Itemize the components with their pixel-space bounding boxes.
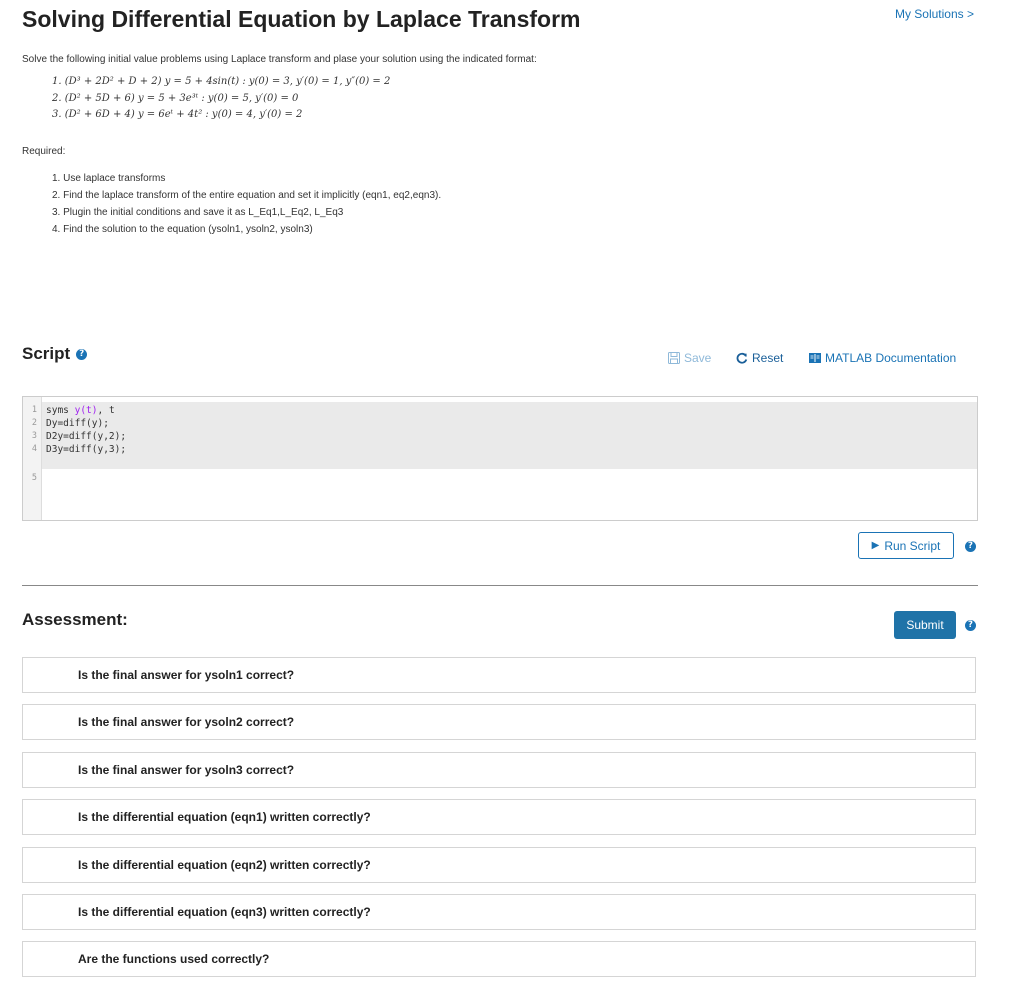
code-line[interactable]: [23, 430, 977, 443]
line-number: 1: [31, 405, 37, 415]
assessment-heading: Assessment:: [22, 610, 128, 629]
assessment-item[interactable]: Is the final answer for ysoln3 correct?: [22, 752, 976, 788]
run-script-button[interactable]: [858, 532, 954, 559]
assessment-item[interactable]: Is the differential equation (eqn2) written correctly?: [22, 847, 976, 883]
requirement-item: 2. Find the laplace transform of the entire equation and set it implicitly (eqn1, eq2,eqn3).: [52, 190, 442, 201]
reset-button[interactable]: [736, 351, 783, 365]
save-icon: [668, 352, 680, 364]
line-number: 3: [31, 431, 37, 441]
code-line[interactable]: [23, 417, 977, 430]
save-button[interactable]: [668, 351, 711, 365]
matlab-documentation-label: MATLAB Documentation: [825, 351, 957, 365]
line-number: 2: [31, 418, 37, 428]
code-line[interactable]: [23, 404, 977, 417]
requirement-item: 4. Find the solution to the equation (ysoln1, ysoln2, ysoln3): [52, 224, 313, 235]
book-icon: [809, 353, 821, 363]
assessment-item[interactable]: Is the final answer for ysoln2 correct?: [22, 704, 976, 740]
section-divider: [22, 585, 978, 586]
help-icon[interactable]: ?: [965, 620, 976, 631]
code-text: Dy=diff(y);: [46, 418, 109, 429]
reset-label: Reset: [752, 351, 784, 365]
assessment-item[interactable]: Is the differential equation (eqn3) written correctly?: [22, 894, 976, 930]
help-icon[interactable]: ?: [76, 349, 87, 360]
line-number: 4: [31, 444, 37, 454]
equation-item: 1. (D³ + 2D² + D + 2) y = 5 + 4sin(t) : y(0) = 3, y′(0) = 1, y″(0) = 2: [52, 76, 391, 87]
code-text: D2y=diff(y,2);: [46, 431, 127, 442]
submit-button[interactable]: Submit: [894, 611, 956, 639]
matlab-documentation-button[interactable]: [809, 351, 956, 365]
equation-item: 2. (D² + 5D + 6) y = 5 + 3e³ᵗ : y(0) = 5, y′(0) = 0: [52, 92, 299, 104]
assessment-item[interactable]: Is the differential equation (eqn1) written correctly?: [22, 799, 976, 835]
equation-list: [52, 74, 390, 124]
code-text: syms y(t), t: [46, 405, 115, 416]
page-title: Solving Differential Equation by Laplace Transform: [22, 6, 581, 32]
required-label: Required:: [22, 146, 66, 157]
requirement-item: 1. Use laplace transforms: [52, 173, 166, 184]
code-line[interactable]: [23, 443, 977, 456]
assessment-item[interactable]: Is the final answer for ysoln1 correct?: [22, 657, 976, 693]
save-label: Save: [684, 351, 712, 365]
requirement-item: 3. Plugin the initial conditions and save it as L_Eq1,L_Eq2, L_Eq3: [52, 207, 344, 218]
script-heading-label: Script: [22, 344, 71, 363]
run-script-label: Run Script: [884, 538, 941, 553]
script-heading: [22, 344, 87, 364]
help-icon[interactable]: ?: [965, 541, 976, 552]
reset-icon: [736, 352, 748, 364]
code-line[interactable]: [23, 472, 977, 485]
assessment-item[interactable]: Are the functions used correctly?: [22, 941, 976, 977]
line-number: 5: [31, 473, 37, 483]
code-editor[interactable]: [22, 396, 978, 521]
my-solutions-link[interactable]: My Solutions >: [894, 7, 974, 21]
problem-intro: Solve the following initial value problems using Laplace transform and plase your solution using the indicated format:: [22, 54, 537, 65]
equation-item: 3. (D² + 6D + 4) y = 6eᵗ + 4t² : y(0) = 4, y′(0) = 2: [52, 109, 303, 120]
play-icon: ▶: [871, 540, 880, 551]
requirements-list: [52, 170, 441, 238]
code-text: D3y=diff(y,3);: [46, 444, 127, 455]
